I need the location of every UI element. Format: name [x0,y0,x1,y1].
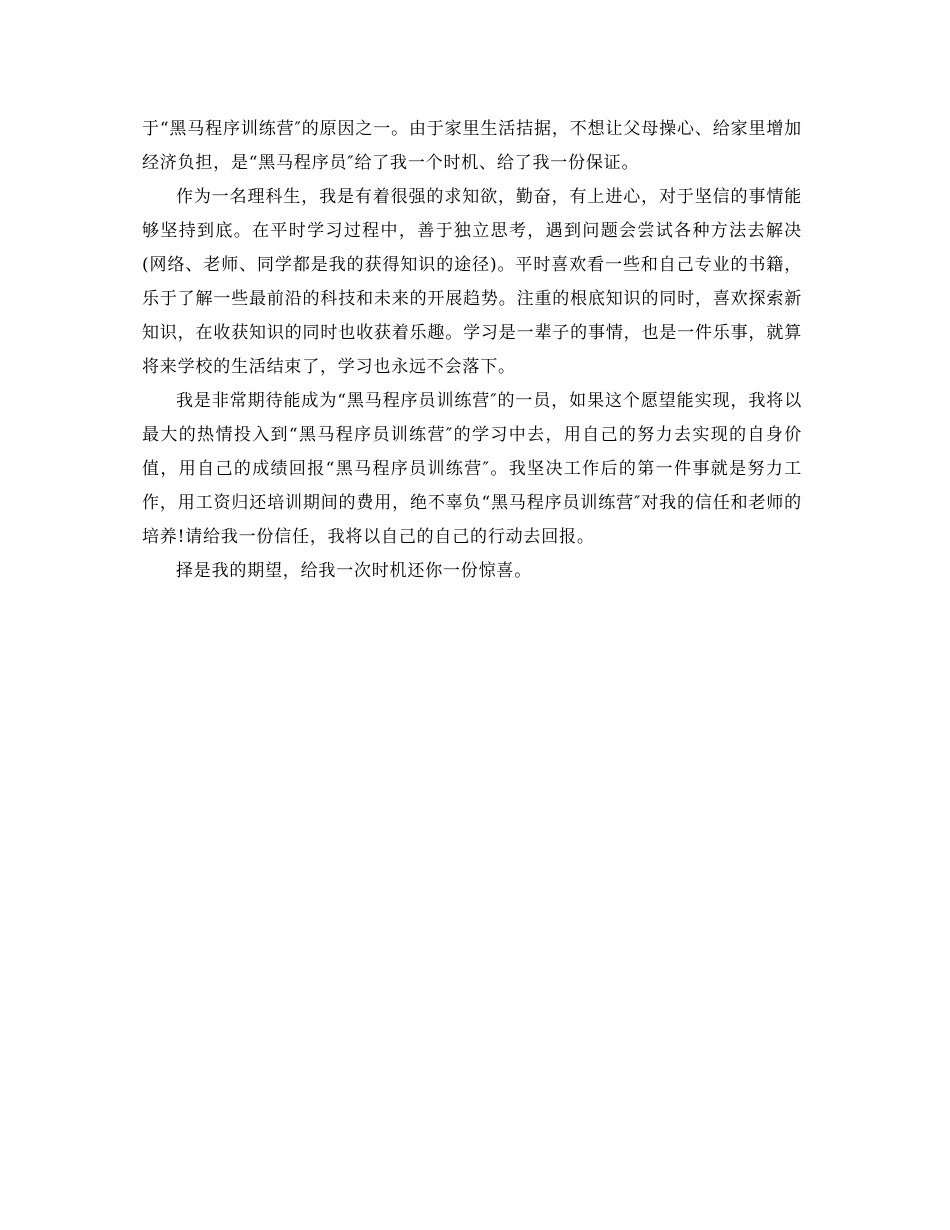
paragraph-continuation: 于“黑马程序训练营″的原因之一。由于家里生活拮据，不想让父母操心、给家里增加经济负担，是“黑马程序员″给了我一个时机、给了我一份保证。 [142,119,802,173]
paragraph-self-description: 作为一名理科生，我是有着很强的求知欲，勤奋，有上进心，对于坚信的事情能够坚持到底。在平时学习过程中，善于独立思考，遇到问题会尝试各种方法去解决(网络、老师、同学都是我的获得知识的途径)。平时喜欢看一些和自己专业的书籍，乐于了解一些最前沿的科技和未来的开展趋势。注重的根底知识的同时，喜欢探索新知识，在收获知识的同时也收获着乐趣。学习是一辈子的事情，也是一件乐事，就算将来学校的生活结束了，学习也永远不会落下。 [142,187,802,377]
paragraph-closing: 择是我的期望，给我一次时机还你一份惊喜。 [176,561,532,581]
paragraph-commitment: 我是非常期待能成为“黑马程序员训练营″的一员，如果这个愿望能实现，我将以最大的热情投入到“黑马程序员训练营″的学习中去，用自己的努力去实现的自身价值，用自己的成绩回报“黑马程序员训练营″。我坚决工作后的第一件事就是努力工作，用工资归还培训期间的费用，绝不辜负“黑马程序员训练营″对我的信任和老师的培养!请给我一份信任，我将以自己的自己的行动去回报。 [142,391,802,547]
document-body [142,112,802,588]
